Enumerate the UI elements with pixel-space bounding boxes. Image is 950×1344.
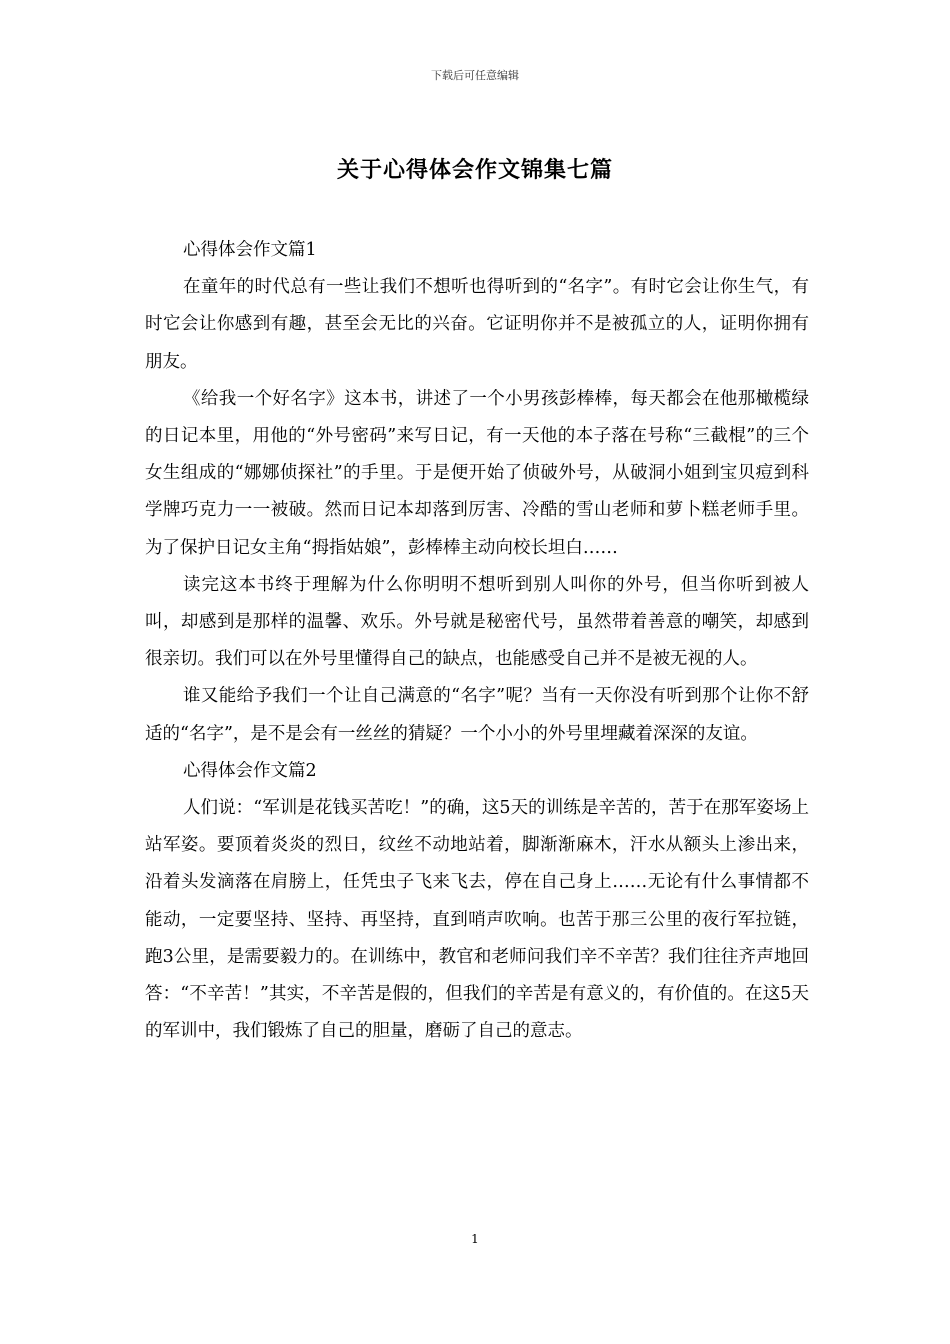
page-number: 1 xyxy=(471,1232,479,1246)
section-heading-2: 心得体会作文篇2 xyxy=(183,760,317,781)
paragraph: 谁又能给予我们一个让自己满意的“名字”呢？当有一天你没有听到那个让你不舒适的“名字”，是不是会有一丝丝的猜疑？一个小小的外号里埋藏着深深的友谊。 xyxy=(145,686,809,744)
section-heading-1: 心得体会作文篇1 xyxy=(183,240,317,260)
document-title: 关于心得体会作文锦集七篇 xyxy=(336,157,613,183)
paragraph: 人们说：“军训是花钱买苦吃！”的确，这5天的训练是辛苦的，苦于在那军姿场上站军姿。要顶着炎炎的烈日，纹丝不动地站着，脚渐渐麻木，汗水从额头上渗出来，沿着头发滴落在肩膀上，任凭虫子飞来飞去，停在自己身上……无论有什么事情都不能动，一定要坚持、坚持、再坚持，直到哨声吹响。也苦于那三公里的夜行军拉链，跑3公里，是需要毅力的。在训练中，教官和老师问我们辛不辛苦？我们往往齐声地回答：“不辛苦！”其实，不辛苦是假的，但我们的辛苦是有意义的，有价值的。在这5天的军训中，我们锻炼了自己的胆量，磨砺了自己的意志。 xyxy=(145,798,809,1042)
header-note: 下载后可任意编辑 xyxy=(431,69,519,82)
paragraph: 读完这本书终于理解为什么你明明不想听到别人叫你的外号，但当你听到被人叫，却感到是那样的温馨、欢乐。外号就是秘密代号，虽然带着善意的嘲笑，却感到很亲切。我们可以在外号里懂得自己的缺点，也能感受自己并不是被无视的人。 xyxy=(145,574,809,670)
document-body xyxy=(145,232,809,1050)
paragraph: 在童年的时代总有一些让我们不想听也得听到的“名字”。有时它会让你生气，有时它会让你感到有趣，甚至会无比的兴奋。它证明你并不是被孤立的人，证明你拥有朋友。 xyxy=(145,277,809,372)
paragraph: 《给我一个好名字》这本书，讲述了一个小男孩彭棒棒，每天都会在他那橄榄绿的日记本里，用他的“外号密码”来写日记，有一天他的本子落在号称“三截棍”的三个女生组成的“娜娜侦探社”的手里。于是便开始了侦破外号，从破洞小姐到宝贝痘到科学牌巧克力一一被破。然而日记本却落到厉害、冷酷的雪山老师和萝卜糕老师手里。为了保护日记女主角“拇指姑娘”，彭棒棒主动向校长坦白…… xyxy=(145,388,809,558)
